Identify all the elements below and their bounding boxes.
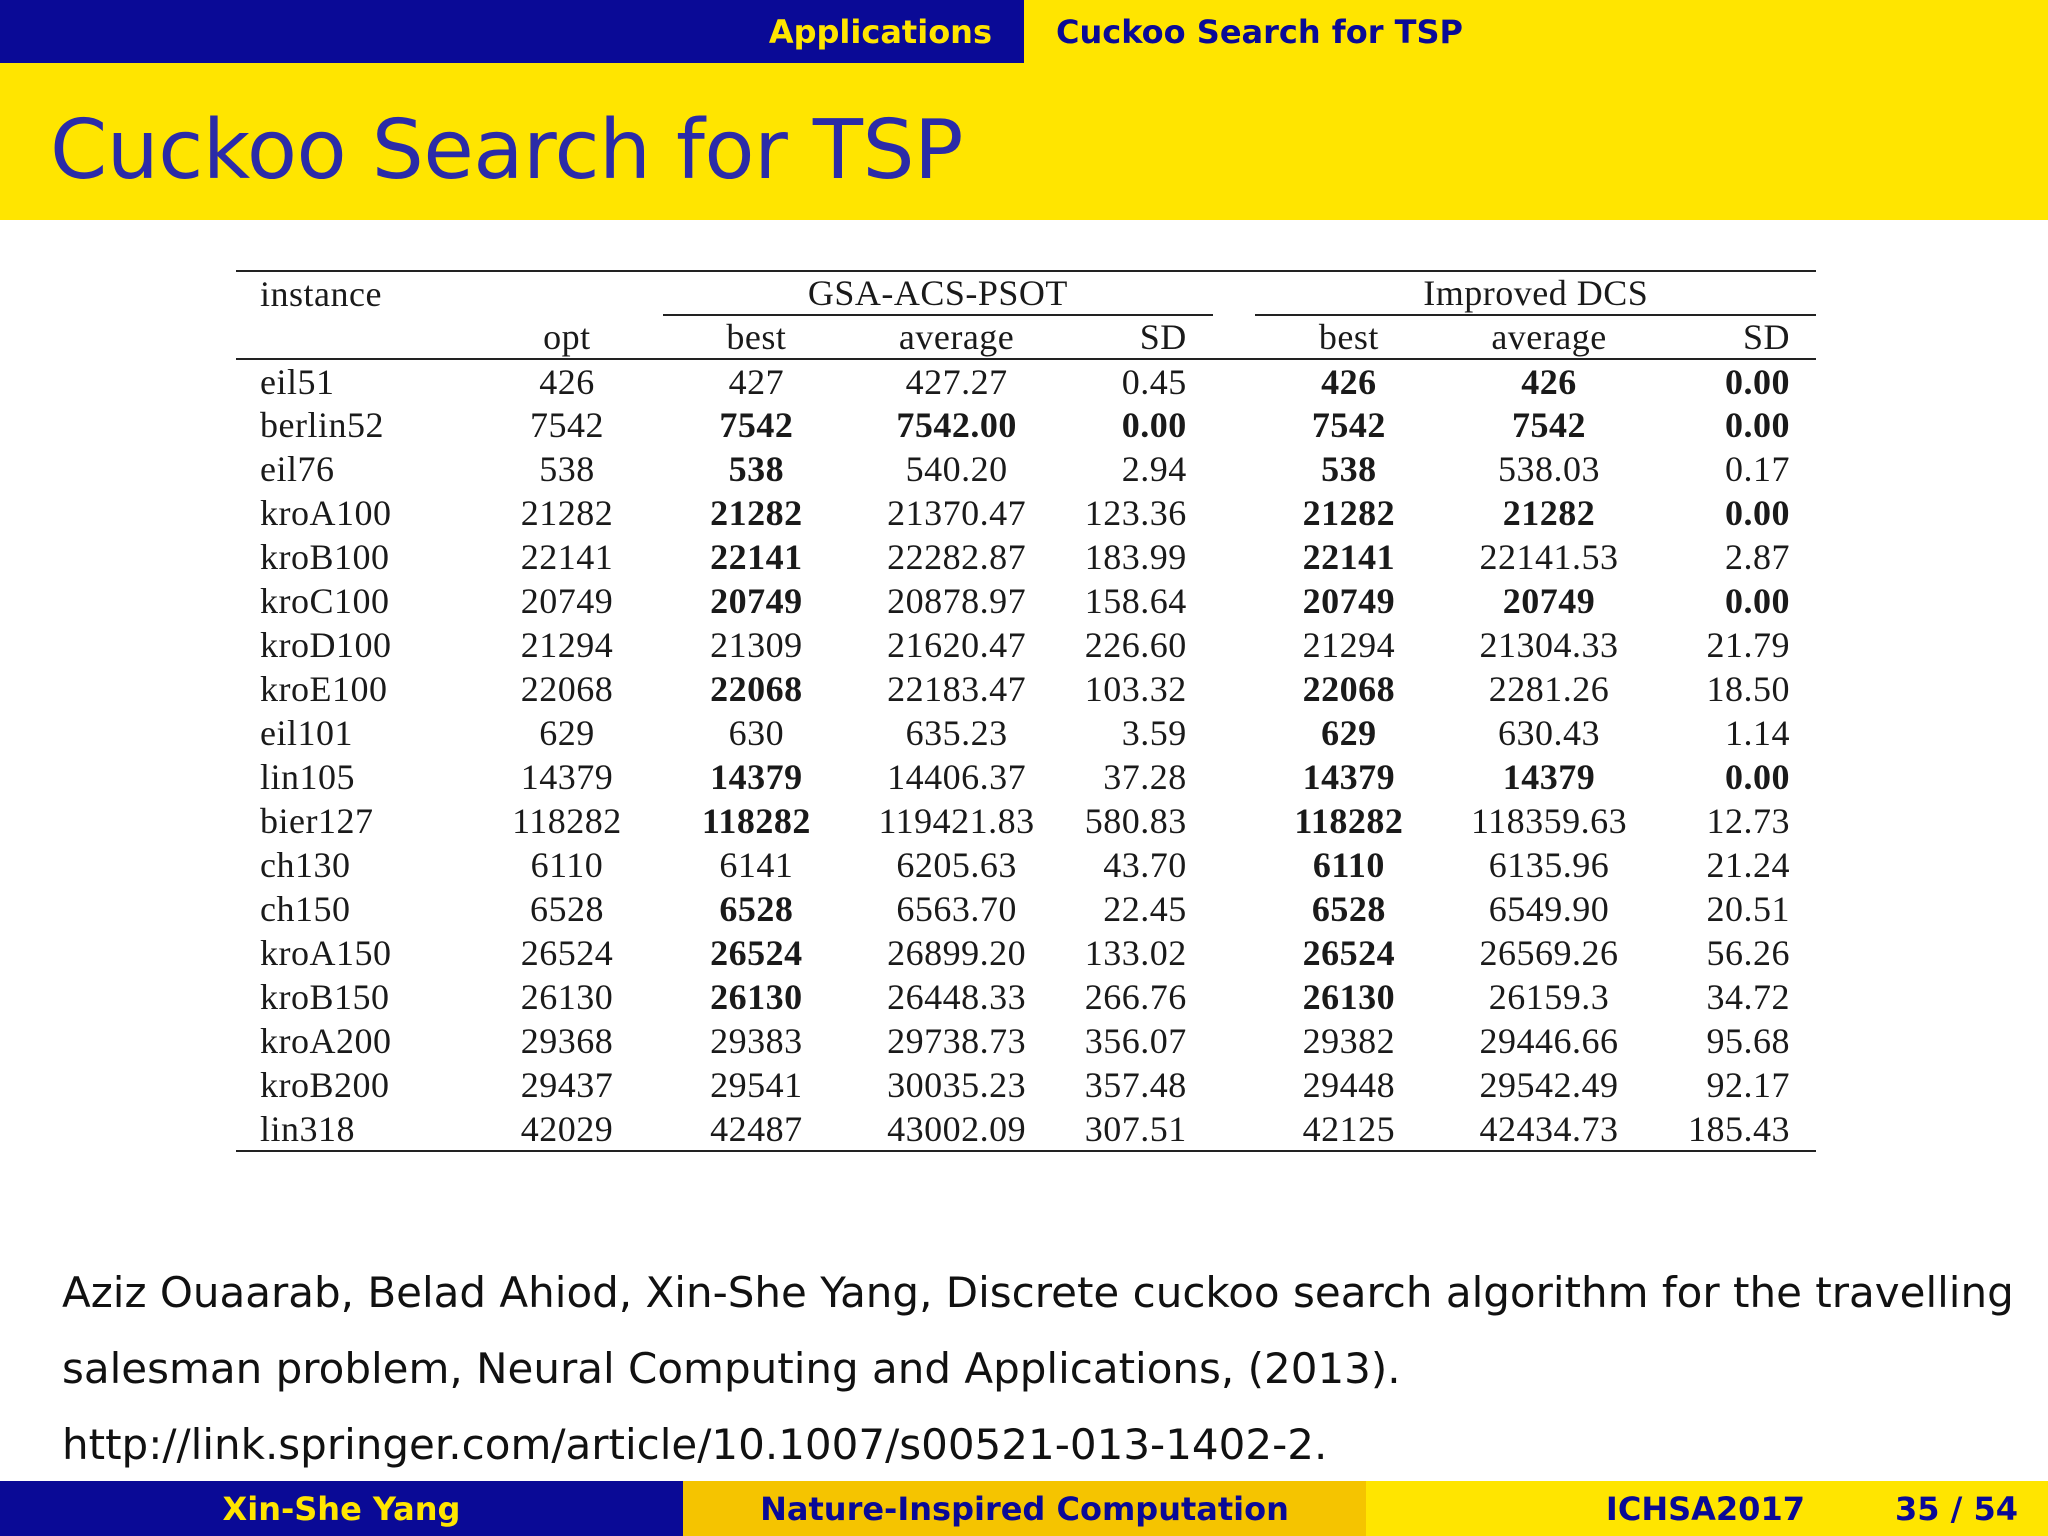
cell-gap	[1213, 667, 1256, 711]
cell-gap	[1213, 931, 1256, 975]
cell-opt: 6110	[530, 845, 604, 885]
cell-dcs-best: 629	[1321, 713, 1377, 753]
cell-dcs-best: 29382	[1302, 1021, 1396, 1061]
cell-opt: 6528	[529, 889, 604, 929]
cell-dcs-average: 6135.96	[1488, 845, 1610, 885]
cell-gsa-average: 635.23	[905, 713, 1008, 753]
cell-dcs-average: 20749	[1502, 581, 1596, 621]
cell-gsa-average: 21370.47	[887, 493, 1027, 533]
cell-dcs-sd: 0.17	[1725, 449, 1790, 489]
cell-instance: lin105	[260, 757, 356, 797]
cell-gsa-average: 43002.09	[850, 1107, 1064, 1151]
header-spacer	[471, 271, 663, 315]
citation-line-2: salesman problem, Neural Computing and Applications, (2013).	[62, 1344, 1401, 1393]
cell-gsa-best: 427	[728, 361, 785, 402]
cell-instance: kroA200	[260, 1021, 392, 1061]
cell-dcs-sd: 0.00	[1725, 361, 1790, 402]
cell-gsa-average: 21620.47	[887, 625, 1027, 665]
cell-dcs-best: 21282	[1302, 493, 1396, 533]
cell-gsa-average: 20878.97	[887, 581, 1027, 621]
cell-dcs-best: 22141	[1302, 537, 1396, 577]
cell-dcs-sd: 18.50	[1706, 669, 1790, 709]
cell-dcs-average: 21282	[1502, 493, 1596, 533]
cell-dcs-best: 20749	[1302, 581, 1396, 621]
cell-dcs-sd: 92.17	[1706, 1065, 1790, 1105]
cell-dcs-average: 26569.26	[1479, 933, 1619, 973]
cell-gsa-sd: 22.45	[1103, 889, 1187, 929]
cell-dcs-sd: 0.00	[1725, 581, 1790, 621]
header-group-dcs: Improved DCS	[1255, 271, 1816, 315]
cell-gsa-average: 26899.20	[887, 933, 1027, 973]
citation-url[interactable]: http://link.springer.com/article/10.1007/s00521-013-1402-2.	[62, 1420, 1328, 1469]
table-row	[236, 711, 1816, 755]
cell-instance: berlin52	[260, 405, 384, 445]
cell-gap	[1213, 1107, 1256, 1151]
cell-dcs-best: 26524	[1302, 933, 1396, 973]
cell-instance: ch130	[260, 845, 351, 885]
cell-opt: 7542	[529, 405, 604, 445]
cell-gap	[1213, 1063, 1256, 1107]
cell-dcs-average: 7542	[1512, 405, 1587, 445]
cell-dcs-sd: 34.72	[1706, 977, 1790, 1017]
cell-gsa-best: 29383	[710, 1021, 803, 1061]
cell-instance: eil101	[260, 713, 353, 753]
footer-bar	[0, 1481, 2048, 1536]
cell-gsa-average: 22282.87	[887, 537, 1027, 577]
cell-dcs-average: 14379	[1502, 757, 1596, 797]
cell-dcs-best: 29448	[1302, 1065, 1396, 1105]
cell-gap	[1213, 623, 1256, 667]
cell-gsa-sd: 183.99	[1084, 537, 1187, 577]
footer-conference: ICHSA2017	[1605, 1489, 1805, 1528]
cell-opt: 29368	[520, 1021, 614, 1061]
cell-instance: kroA150	[260, 933, 392, 973]
cell-dcs-best: 22068	[1302, 669, 1396, 709]
results-table-container	[236, 270, 1816, 1170]
cell-dcs-best: 6528	[1311, 889, 1386, 929]
cell-gsa-best: 118282	[701, 801, 811, 841]
cell-dcs-average: 26159.3	[1488, 977, 1610, 1017]
table-row	[236, 975, 1816, 1019]
cell-gsa-sd: 3.59	[1121, 713, 1187, 753]
cell-gsa-average: 119421.83	[878, 801, 1035, 841]
header-group-gsa: GSA-ACS-PSOT	[663, 271, 1213, 315]
cell-opt: 26130	[520, 977, 614, 1017]
cell-gsa-sd: 266.76	[1084, 977, 1187, 1017]
cell-gsa-sd: 0.00	[1121, 405, 1187, 445]
header-dcs-average: average	[1442, 315, 1656, 359]
cell-gsa-sd: 133.02	[1084, 933, 1187, 973]
cell-instance: eil76	[260, 449, 335, 489]
footer-page-number: 35 / 54	[1894, 1489, 2018, 1528]
cell-opt: 21294	[520, 625, 614, 665]
cell-gap	[1213, 1019, 1256, 1063]
cell-dcs-sd: 12.73	[1706, 801, 1790, 841]
cell-dcs-sd: 0.00	[1725, 405, 1790, 445]
cell-dcs-best: 42125	[1255, 1107, 1442, 1151]
cell-gsa-average: 7542.00	[896, 405, 1017, 445]
header-gsa-sd: SD	[1063, 315, 1212, 359]
cell-instance: kroE100	[260, 669, 388, 709]
cell-gap	[1213, 975, 1256, 1019]
cell-opt: 26524	[520, 933, 614, 973]
cell-dcs-best: 426	[1321, 361, 1377, 402]
cell-gsa-sd: 357.48	[1084, 1065, 1187, 1105]
cell-dcs-average: 29446.66	[1479, 1021, 1619, 1061]
cell-dcs-average: 118359.63	[1470, 801, 1628, 841]
cell-gsa-best: 630	[728, 713, 785, 753]
cell-gap	[1213, 447, 1256, 491]
cell-gsa-average: 427.27	[905, 361, 1008, 402]
table-row	[236, 1019, 1816, 1063]
table-row	[236, 843, 1816, 887]
cell-gap	[1213, 359, 1256, 403]
cell-dcs-sd: 20.51	[1706, 889, 1790, 929]
results-table	[236, 270, 1816, 1152]
cell-dcs-best: 118282	[1294, 801, 1404, 841]
table-row	[236, 667, 1816, 711]
cell-opt: 118282	[512, 801, 622, 841]
cell-dcs-average: 22141.53	[1479, 537, 1619, 577]
cell-dcs-average: 21304.33	[1479, 625, 1619, 665]
cell-gap	[1213, 755, 1256, 799]
cell-dcs-best: 6110	[1312, 845, 1385, 885]
cell-gap	[1213, 535, 1256, 579]
cell-opt: 21282	[520, 493, 614, 533]
table-row	[236, 447, 1816, 491]
header-opt: opt	[471, 315, 663, 359]
cell-gap	[1213, 887, 1256, 931]
header-dcs-sd: SD	[1656, 315, 1816, 359]
cell-gsa-best: 42487	[663, 1107, 850, 1151]
cell-dcs-sd: 185.43	[1656, 1107, 1816, 1151]
table-row	[236, 579, 1816, 623]
cell-dcs-best: 7542	[1311, 405, 1386, 445]
header-gsa-best: best	[663, 315, 850, 359]
cell-dcs-best: 14379	[1302, 757, 1396, 797]
cell-instance: kroC100	[260, 581, 390, 621]
table-row	[236, 931, 1816, 975]
table-row	[236, 403, 1816, 447]
cell-dcs-sd: 0.00	[1725, 757, 1790, 797]
cell-gap	[1213, 491, 1256, 535]
citation-line-1: Aziz Ouaarab, Belad Ahiod, Xin-She Yang, Discrete cuckoo search algorithm for the travelling	[62, 1268, 2014, 1317]
nav-subsection-link[interactable]: Cuckoo Search for TSP	[1056, 12, 1463, 51]
nav-subsection-area	[1024, 0, 2048, 63]
cell-dcs-sd: 56.26	[1706, 933, 1790, 973]
cell-gsa-best: 29541	[710, 1065, 803, 1105]
header-gap	[1213, 271, 1256, 315]
cell-gsa-best: 14379	[710, 757, 803, 797]
cell-instance: kroB150	[260, 977, 390, 1017]
footer-talk-title[interactable]: Nature-Inspired Computation	[683, 1481, 1366, 1536]
cell-dcs-average: 630.43	[1498, 713, 1601, 753]
cell-instance: kroB200	[260, 1065, 390, 1105]
cell-instance: ch150	[260, 889, 351, 929]
cell-gsa-best: 20749	[710, 581, 803, 621]
cell-gsa-best: 26130	[710, 977, 803, 1017]
cell-gsa-best: 22068	[710, 669, 803, 709]
cell-dcs-average: 426	[1521, 361, 1577, 402]
cell-gsa-average: 540.20	[905, 449, 1008, 489]
header-gsa-average: average	[850, 315, 1064, 359]
cell-instance: lin318	[236, 1107, 471, 1151]
cell-dcs-best: 538	[1321, 449, 1377, 489]
table-row	[236, 799, 1816, 843]
header-instance: instance	[236, 271, 471, 315]
header-dcs-best: best	[1255, 315, 1442, 359]
cell-gsa-sd: 307.51	[1063, 1107, 1212, 1151]
cell-gsa-average: 14406.37	[887, 757, 1027, 797]
cell-dcs-sd: 0.00	[1725, 493, 1790, 533]
cell-instance: bier127	[260, 801, 374, 841]
citation	[62, 1255, 2022, 1483]
cell-opt: 426	[539, 361, 595, 402]
cell-gsa-average: 6563.70	[896, 889, 1017, 929]
cell-dcs-sd: 1.14	[1725, 713, 1790, 753]
cell-instance: kroD100	[260, 625, 392, 665]
cell-gsa-average: 26448.33	[887, 977, 1027, 1017]
cell-gsa-best: 6141	[719, 845, 794, 885]
table-row	[236, 623, 1816, 667]
cell-instance: eil51	[260, 361, 335, 402]
cell-instance: kroA100	[260, 493, 392, 533]
cell-gap	[1213, 579, 1256, 623]
header-blank	[236, 315, 471, 359]
table-row	[236, 887, 1816, 931]
cell-dcs-average: 538.03	[1498, 449, 1601, 489]
table-row	[236, 1063, 1816, 1107]
cell-opt: 29437	[520, 1065, 614, 1105]
cell-gsa-average: 30035.23	[887, 1065, 1027, 1105]
footer-author[interactable]: Xin-She Yang	[0, 1481, 683, 1536]
cell-gsa-best: 7542	[719, 405, 794, 445]
title-band	[0, 63, 2048, 220]
cell-dcs-best: 26130	[1302, 977, 1396, 1017]
cell-dcs-sd: 21.79	[1706, 625, 1790, 665]
cell-gsa-best: 21309	[710, 625, 803, 665]
cell-dcs-best: 21294	[1302, 625, 1396, 665]
cell-gsa-best: 26524	[710, 933, 803, 973]
table-row	[236, 535, 1816, 579]
table-row	[236, 491, 1816, 535]
cell-gsa-sd: 123.36	[1084, 493, 1187, 533]
cell-gap	[1213, 799, 1256, 843]
cell-dcs-average: 6549.90	[1488, 889, 1610, 929]
cell-opt: 22141	[520, 537, 614, 577]
cell-opt: 22068	[520, 669, 614, 709]
cell-gsa-average: 6205.63	[896, 845, 1017, 885]
table-header-row-columns	[236, 315, 1816, 359]
cell-gsa-best: 538	[728, 449, 785, 489]
cell-gap	[1213, 403, 1256, 447]
cell-gsa-sd: 226.60	[1084, 625, 1187, 665]
cell-opt: 14379	[520, 757, 614, 797]
cell-dcs-average: 29542.49	[1479, 1065, 1619, 1105]
table-body	[236, 359, 1816, 1151]
cell-gsa-sd: 103.32	[1084, 669, 1187, 709]
top-navigation-bar	[0, 0, 2048, 63]
cell-gsa-best: 6528	[719, 889, 794, 929]
cell-opt: 20749	[520, 581, 614, 621]
cell-gsa-sd: 2.94	[1121, 449, 1187, 489]
cell-gsa-sd: 37.28	[1103, 757, 1187, 797]
cell-gap	[1213, 711, 1256, 755]
nav-section-area	[0, 0, 1024, 63]
slide-title: Cuckoo Search for TSP	[50, 103, 963, 198]
cell-opt: 42029	[471, 1107, 663, 1151]
cell-gsa-average: 22183.47	[887, 669, 1027, 709]
cell-dcs-average: 2281.26	[1488, 669, 1610, 709]
cell-instance: kroB100	[260, 537, 390, 577]
table-row	[236, 1107, 1816, 1151]
cell-gsa-average: 29738.73	[887, 1021, 1027, 1061]
cell-gsa-sd: 0.45	[1121, 361, 1187, 402]
table-row	[236, 755, 1816, 799]
cell-opt: 629	[539, 713, 595, 753]
cell-dcs-sd: 95.68	[1706, 1021, 1790, 1061]
footer-info	[1366, 1481, 2048, 1536]
cell-gsa-sd: 43.70	[1103, 845, 1187, 885]
cell-gsa-sd: 356.07	[1084, 1021, 1187, 1061]
cell-dcs-sd: 2.87	[1725, 537, 1790, 577]
cell-gsa-best: 21282	[710, 493, 803, 533]
table-header-row-groups	[236, 271, 1816, 315]
header-gap	[1213, 315, 1256, 359]
cell-gsa-sd: 158.64	[1084, 581, 1187, 621]
table-row	[236, 359, 1816, 403]
cell-dcs-average: 42434.73	[1442, 1107, 1656, 1151]
cell-dcs-sd: 21.24	[1706, 845, 1790, 885]
nav-section-link[interactable]: Applications	[768, 12, 992, 51]
cell-gsa-sd: 580.83	[1084, 801, 1187, 841]
cell-gap	[1213, 843, 1256, 887]
cell-opt: 538	[539, 449, 595, 489]
cell-gsa-best: 22141	[710, 537, 803, 577]
